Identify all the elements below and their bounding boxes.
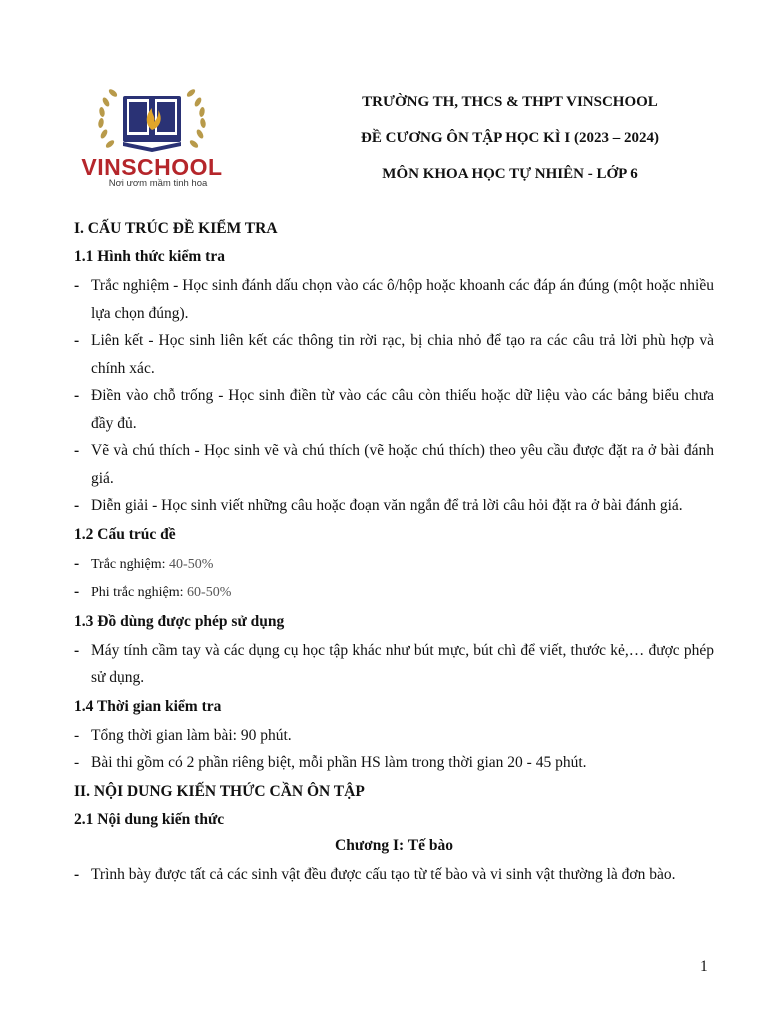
list-item: - Điền vào chỗ trống - Học sinh điền từ vào các câu còn thiếu hoặc dữ liệu vào các bảng biểu chưa đầy đủ. bbox=[74, 382, 714, 437]
section-2-title: II. NỘI DUNG KIẾN THỨC CẦN ÔN TẬP bbox=[74, 782, 365, 800]
list-item: - Vẽ và chú thích - Học sinh vẽ và chú thích (vẽ hoặc chú thích) theo yêu cầu được đặt ra ở bài đánh giá. bbox=[74, 437, 714, 492]
knowledge-list bbox=[74, 861, 714, 889]
brand-name: VINSCHOOL bbox=[81, 154, 223, 180]
document-header bbox=[290, 92, 730, 200]
list-item: - Diễn giải - Học sinh viết những câu hoặc đoạn văn ngắn để trả lời câu hỏi đặt ra ở bài đánh giá. bbox=[74, 492, 714, 520]
brand-slogan: Nơi ươm mầm tinh hoa bbox=[108, 178, 208, 189]
list-item: - Trình bày được tất cả các sinh vật đều được cấu tạo từ tế bào và vi sinh vật thường là đơn bào. bbox=[74, 861, 714, 889]
laurel-book-emblem bbox=[74, 82, 230, 162]
school-name: TRƯỜNG TH, THCS & THPT VINSCHOOL bbox=[362, 94, 658, 110]
exam-format-list bbox=[74, 272, 714, 520]
list-item: - Bài thi gồm có 2 phần riêng biệt, mỗi phần HS làm trong thời gian 20 - 45 phút. bbox=[74, 749, 714, 777]
list-item bbox=[74, 550, 714, 579]
item-label: Trắc nghiệm: bbox=[91, 556, 170, 572]
vinschool-logo bbox=[74, 82, 230, 192]
page-number: 1 bbox=[700, 958, 708, 975]
exam-time-list bbox=[74, 722, 714, 777]
item-value: 40-50% bbox=[169, 556, 214, 572]
allowed-tools-list bbox=[74, 637, 714, 692]
section-1-1-title: 1.1 Hình thức kiểm tra bbox=[74, 248, 225, 265]
item-label: Phi trắc nghiệm: bbox=[91, 585, 188, 600]
section-1-2-title: 1.2 Cấu trúc đề bbox=[74, 525, 176, 543]
subject-title: MÔN KHOA HỌC TỰ NHIÊN - LỚP 6 bbox=[382, 166, 638, 182]
item-value: 60-50% bbox=[187, 585, 232, 600]
list-item: - Liên kết - Học sinh liên kết các thông tin rời rạc, bị chia nhỏ để tạo ra các câu trả lời phù hợp và chính xác. bbox=[74, 327, 714, 382]
section-1-3-title: 1.3 Đồ dùng được phép sử dụng bbox=[74, 612, 285, 630]
document-body bbox=[74, 218, 714, 892]
section-1-4-title: 1.4 Thời gian kiểm tra bbox=[74, 697, 222, 715]
list-item: - Trắc nghiệm - Học sinh đánh dấu chọn vào các ô/hộp hoặc khoanh các đáp án đúng (một hoặc nhiều lựa chọn đúng). bbox=[74, 272, 714, 327]
exam-structure-list bbox=[74, 550, 714, 607]
section-1-title: I. CẤU TRÚC ĐỀ KIỂM TRA bbox=[74, 220, 278, 237]
list-item bbox=[74, 578, 714, 607]
chapter-title: Chương I: Tế bào bbox=[335, 836, 453, 854]
list-item: - Tổng thời gian làm bài: 90 phút. bbox=[74, 722, 714, 750]
section-2-1-title: 2.1 Nội dung kiến thức bbox=[74, 810, 225, 828]
list-item: - Máy tính cầm tay và các dụng cụ học tập khác như bút mực, bút chì để viết, thước kẻ,… được phép sử dụng. bbox=[74, 637, 714, 692]
outline-title: ĐỀ CƯƠNG ÔN TẬP HỌC KÌ I (2023 – 2024) bbox=[361, 130, 659, 146]
